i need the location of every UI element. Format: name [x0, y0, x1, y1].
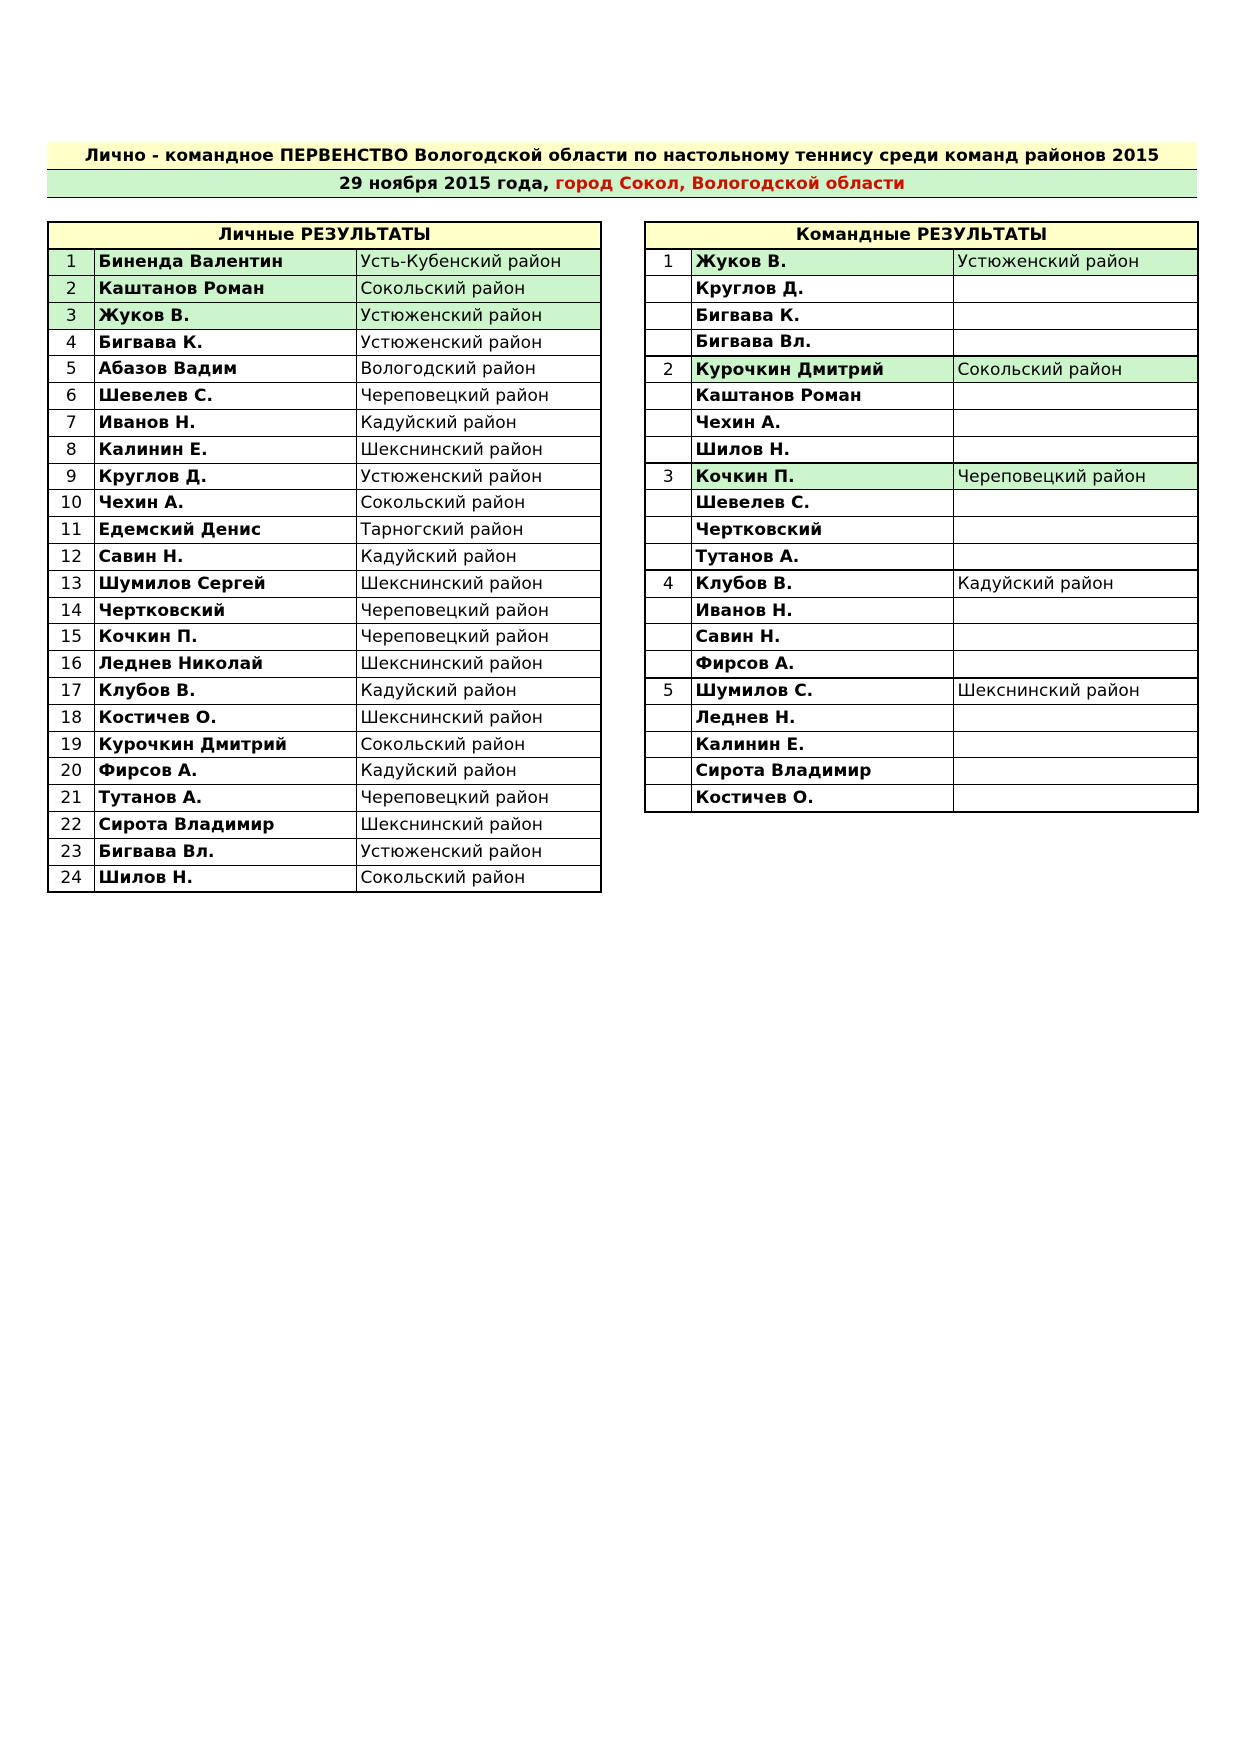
player-name-cell: Биненда Валентин — [94, 249, 356, 276]
place-cell: 20 — [48, 758, 94, 785]
team-member-cell: Фирсов А. — [691, 651, 953, 678]
district-cell: Тарногский район — [356, 517, 601, 544]
team-district-cell — [953, 383, 1198, 410]
table-row — [645, 570, 1198, 597]
table-row — [645, 597, 1198, 624]
event-subtitle — [47, 170, 1197, 198]
table-row — [48, 704, 601, 731]
player-name-cell: Савин Н. — [94, 544, 356, 571]
team-place-cell — [645, 302, 691, 329]
district-cell: Сокольский район — [356, 731, 601, 758]
team-place-cell — [645, 758, 691, 785]
table-row — [645, 490, 1198, 517]
district-cell: Устюженский район — [356, 329, 601, 356]
table-row — [48, 624, 601, 651]
team-place-cell — [645, 704, 691, 731]
team-district-cell — [953, 517, 1198, 544]
district-cell: Череповецкий район — [356, 383, 601, 410]
table-row — [48, 410, 601, 437]
team-district-cell — [953, 624, 1198, 651]
team-member-cell: Иванов Н. — [691, 597, 953, 624]
player-name-cell: Едемский Денис — [94, 517, 356, 544]
team-member-cell: Жуков В. — [691, 249, 953, 276]
table-row — [645, 678, 1198, 705]
place-cell: 23 — [48, 838, 94, 865]
team-place-cell: 3 — [645, 463, 691, 490]
place-cell: 15 — [48, 624, 94, 651]
place-cell: 19 — [48, 731, 94, 758]
team-member-cell: Кочкин П. — [691, 463, 953, 490]
district-cell: Кадуйский район — [356, 410, 601, 437]
table-row — [645, 302, 1198, 329]
team-member-cell: Савин Н. — [691, 624, 953, 651]
team-member-cell: Сирота Владимир — [691, 758, 953, 785]
district-cell: Кадуйский район — [356, 758, 601, 785]
team-district-cell — [953, 490, 1198, 517]
place-cell: 8 — [48, 436, 94, 463]
team-district-cell — [953, 329, 1198, 356]
team-district-cell: Череповецкий район — [953, 463, 1198, 490]
table-row — [48, 597, 601, 624]
table-row — [645, 651, 1198, 678]
district-cell: Шекснинский район — [356, 436, 601, 463]
table-row — [645, 517, 1198, 544]
table-row — [48, 758, 601, 785]
player-name-cell: Фирсов А. — [94, 758, 356, 785]
team-place-cell — [645, 544, 691, 571]
table-row — [645, 731, 1198, 758]
team-results-heading: Командные РЕЗУЛЬТАТЫ — [645, 222, 1198, 249]
table-row — [48, 570, 601, 597]
district-cell: Сокольский район — [356, 865, 601, 892]
team-district-cell: Сокольский район — [953, 356, 1198, 383]
team-district-cell — [953, 276, 1198, 303]
table-row — [645, 624, 1198, 651]
place-cell: 5 — [48, 356, 94, 383]
place-cell: 16 — [48, 651, 94, 678]
team-member-cell: Тутанов А. — [691, 544, 953, 571]
table-row — [645, 410, 1198, 437]
team-place-cell — [645, 597, 691, 624]
subtitle-separator: , — [542, 173, 550, 194]
place-cell: 6 — [48, 383, 94, 410]
team-place-cell: 2 — [645, 356, 691, 383]
district-cell: Устюженский район — [356, 463, 601, 490]
place-cell: 3 — [48, 302, 94, 329]
place-cell: 11 — [48, 517, 94, 544]
team-district-cell — [953, 436, 1198, 463]
table-row — [645, 758, 1198, 785]
team-place-cell — [645, 624, 691, 651]
player-name-cell: Иванов Н. — [94, 410, 356, 437]
district-cell: Шекснинский район — [356, 570, 601, 597]
player-name-cell: Леднев Николай — [94, 651, 356, 678]
district-cell: Кадуйский район — [356, 544, 601, 571]
player-name-cell: Каштанов Роман — [94, 276, 356, 303]
place-cell: 2 — [48, 276, 94, 303]
team-district-cell — [953, 410, 1198, 437]
table-row — [645, 356, 1198, 383]
team-district-cell — [953, 597, 1198, 624]
district-cell: Череповецкий район — [356, 624, 601, 651]
team-member-cell: Шевелев С. — [691, 490, 953, 517]
place-cell: 21 — [48, 785, 94, 812]
event-location: город Сокол, Вологодской области — [555, 173, 905, 194]
table-row — [48, 329, 601, 356]
player-name-cell: Бигвава К. — [94, 329, 356, 356]
team-district-cell: Устюженский район — [953, 249, 1198, 276]
team-member-cell: Бигвава К. — [691, 302, 953, 329]
place-cell: 22 — [48, 812, 94, 839]
team-place-cell: 5 — [645, 678, 691, 705]
place-cell: 18 — [48, 704, 94, 731]
place-cell: 17 — [48, 678, 94, 705]
table-row — [48, 276, 601, 303]
district-cell: Череповецкий район — [356, 785, 601, 812]
player-name-cell: Абазов Вадим — [94, 356, 356, 383]
district-cell: Череповецкий район — [356, 597, 601, 624]
district-cell: Устюженский район — [356, 838, 601, 865]
place-cell: 7 — [48, 410, 94, 437]
document-title — [47, 142, 1197, 170]
table-row — [48, 731, 601, 758]
district-cell: Вологодский район — [356, 356, 601, 383]
table-row — [48, 356, 601, 383]
team-district-cell: Кадуйский район — [953, 570, 1198, 597]
team-member-cell: Леднев Н. — [691, 704, 953, 731]
district-cell: Усть-Кубенский район — [356, 249, 601, 276]
team-place-cell — [645, 490, 691, 517]
team-place-cell — [645, 329, 691, 356]
district-cell: Шекснинский район — [356, 812, 601, 839]
district-cell: Сокольский район — [356, 490, 601, 517]
team-place-cell — [645, 731, 691, 758]
personal-results-heading: Личные РЕЗУЛЬТАТЫ — [48, 222, 601, 249]
player-name-cell: Шилов Н. — [94, 865, 356, 892]
team-member-cell: Клубов В. — [691, 570, 953, 597]
table-row — [48, 436, 601, 463]
player-name-cell: Костичев О. — [94, 704, 356, 731]
place-cell: 13 — [48, 570, 94, 597]
table-row — [645, 329, 1198, 356]
table-row — [48, 785, 601, 812]
place-cell: 14 — [48, 597, 94, 624]
player-name-cell: Шевелев С. — [94, 383, 356, 410]
team-district-cell — [953, 758, 1198, 785]
table-row — [48, 517, 601, 544]
team-place-cell: 4 — [645, 570, 691, 597]
table-row — [48, 383, 601, 410]
district-cell: Сокольский район — [356, 276, 601, 303]
team-member-cell: Бигвава Вл. — [691, 329, 953, 356]
team-member-cell: Шумилов С. — [691, 678, 953, 705]
table-row — [645, 463, 1198, 490]
team-place-cell — [645, 276, 691, 303]
table-row — [48, 812, 601, 839]
title-text: Лично - командное ПЕРВЕНСТВО Вологодской области по настольному теннису среди команд районов 2015 — [84, 145, 1160, 166]
place-cell: 1 — [48, 249, 94, 276]
place-cell: 12 — [48, 544, 94, 571]
team-place-cell — [645, 651, 691, 678]
table-row — [48, 865, 601, 892]
team-member-cell: Чертковский — [691, 517, 953, 544]
player-name-cell: Клубов В. — [94, 678, 356, 705]
table-row — [48, 651, 601, 678]
team-district-cell — [953, 731, 1198, 758]
team-place-cell: 1 — [645, 249, 691, 276]
team-district-cell — [953, 302, 1198, 329]
team-district-cell — [953, 544, 1198, 571]
table-row — [645, 785, 1198, 812]
player-name-cell: Шумилов Сергей — [94, 570, 356, 597]
team-member-cell: Шилов Н. — [691, 436, 953, 463]
place-cell: 9 — [48, 463, 94, 490]
event-date: 29 ноября 2015 года — [339, 173, 543, 194]
table-row — [48, 838, 601, 865]
table-row — [48, 544, 601, 571]
table-row — [48, 678, 601, 705]
table-row — [645, 704, 1198, 731]
player-name-cell: Калинин Е. — [94, 436, 356, 463]
team-place-cell — [645, 410, 691, 437]
place-cell: 10 — [48, 490, 94, 517]
player-name-cell: Тутанов А. — [94, 785, 356, 812]
player-name-cell: Круглов Д. — [94, 463, 356, 490]
team-member-cell: Чехин А. — [691, 410, 953, 437]
player-name-cell: Чехин А. — [94, 490, 356, 517]
team-member-cell: Каштанов Роман — [691, 383, 953, 410]
team-member-cell: Курочкин Дмитрий — [691, 356, 953, 383]
table-row — [645, 249, 1198, 276]
personal-results-table — [47, 221, 602, 893]
district-cell: Шекснинский район — [356, 704, 601, 731]
district-cell: Кадуйский район — [356, 678, 601, 705]
team-district-cell: Шекснинский район — [953, 678, 1198, 705]
district-cell: Шекснинский район — [356, 651, 601, 678]
place-cell: 4 — [48, 329, 94, 356]
team-place-cell — [645, 383, 691, 410]
player-name-cell: Кочкин П. — [94, 624, 356, 651]
team-member-cell: Круглов Д. — [691, 276, 953, 303]
table-row — [645, 383, 1198, 410]
table-row — [645, 276, 1198, 303]
player-name-cell: Курочкин Дмитрий — [94, 731, 356, 758]
table-row — [645, 544, 1198, 571]
team-member-cell: Костичев О. — [691, 785, 953, 812]
district-cell: Устюженский район — [356, 302, 601, 329]
player-name-cell: Сирота Владимир — [94, 812, 356, 839]
table-row — [645, 436, 1198, 463]
player-name-cell: Чертковский — [94, 597, 356, 624]
table-row — [48, 249, 601, 276]
table-row — [48, 463, 601, 490]
team-district-cell — [953, 651, 1198, 678]
table-row — [48, 490, 601, 517]
team-district-cell — [953, 785, 1198, 812]
team-results-table — [644, 221, 1199, 813]
player-name-cell: Бигвава Вл. — [94, 838, 356, 865]
team-member-cell: Калинин Е. — [691, 731, 953, 758]
team-district-cell — [953, 704, 1198, 731]
team-place-cell — [645, 436, 691, 463]
team-place-cell — [645, 517, 691, 544]
player-name-cell: Жуков В. — [94, 302, 356, 329]
place-cell: 24 — [48, 865, 94, 892]
team-place-cell — [645, 785, 691, 812]
table-row — [48, 302, 601, 329]
